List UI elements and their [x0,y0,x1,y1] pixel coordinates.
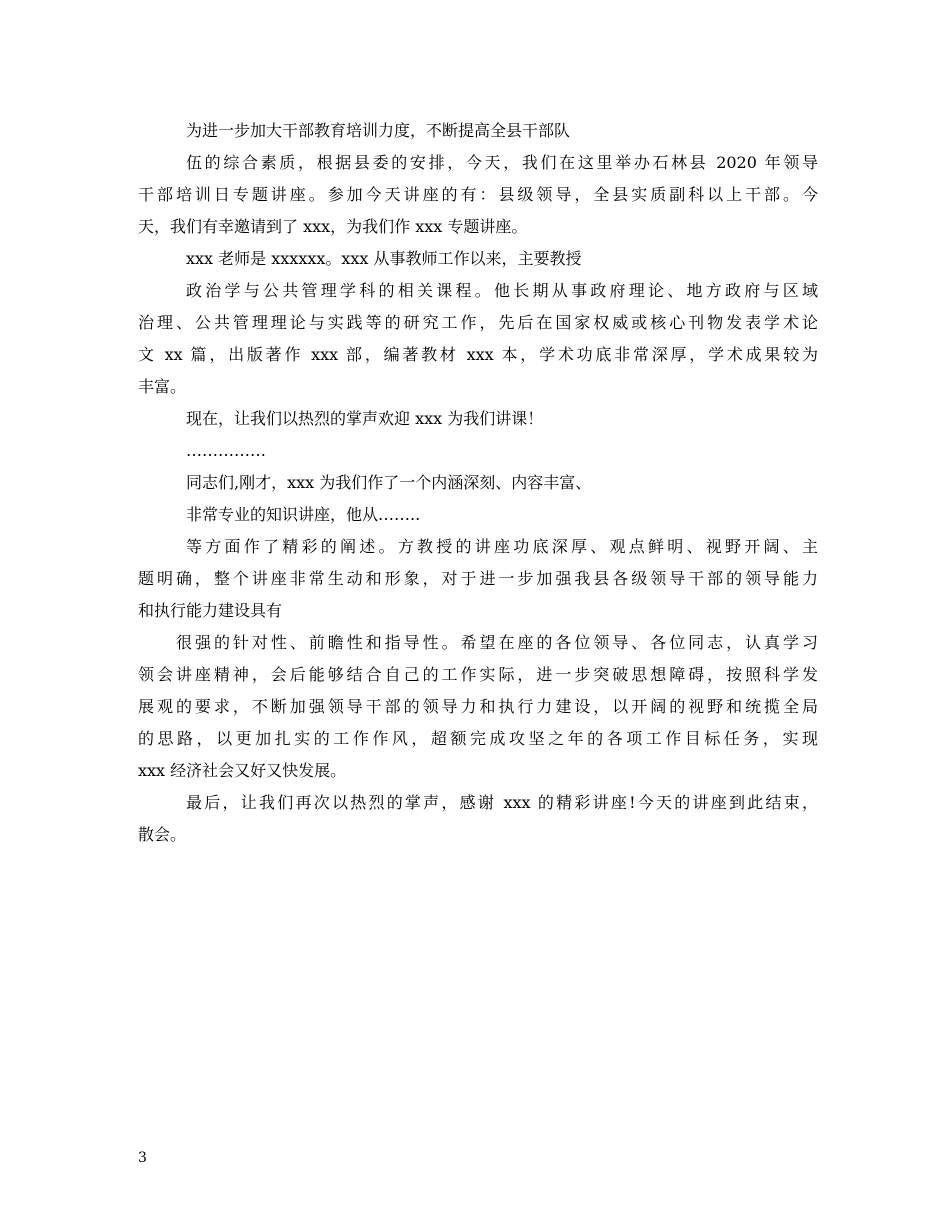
text-line: 展观的要求，不断加强领导干部的领导力和执行力建设，以开阔的视野和统揽全局 [138,697,818,716]
text-line: 伍的综合素质，根据县委的安排，今天，我们在这里举办石林县 2020 年领导 [186,153,818,172]
text-line: 很强的针对性、前瞻性和指导性。希望在座的各位领导、各位同志，认真学习 [176,633,818,652]
page-number: 3 [138,1150,147,1166]
text-line: 最后，让我们再次以热烈的掌声，感谢 xxx 的精彩讲座!今天的讲座到此结束， [186,793,818,812]
text-line: 和执行能力建设具有 [138,601,283,620]
text-line: 非常专业的知识讲座，他从…….. [186,505,421,524]
text-line: 题明确，整个讲座非常生动和形象，对于进一步加强我县各级领导干部的领导能力 [138,569,818,588]
text-line: 为进一步加大干部教育培训力度，不断提高全县干部队 [186,121,571,140]
text-line: 等方面作了精彩的阐述。方教授的讲座功底深厚、观点鲜明、视野开阔、主 [186,537,818,556]
text-line: 政治学与公共管理学科的相关课程。他长期从事政府理论、地方政府与区域 [186,281,818,300]
text-line: 领会讲座精神，会后能够结合自己的工作实际，进一步突破思想障碍，按照科学发 [138,665,818,684]
text-line: 的思路，以更加扎实的工作作风，超额完成攻坚之年的各项工作目标任务，实现 [138,729,818,748]
body-text [138,115,818,851]
text-line: 散会。 [138,825,187,844]
text-line: xxx 经济社会又好又快发展。 [138,761,347,780]
text-line: 同志们,刚才，xxx 为我们作了一个内涵深刻、内容丰富、 [186,473,592,492]
text-line: 天，我们有幸邀请到了 xxx，为我们作 xxx 专题讲座。 [138,217,528,236]
text-line: 丰富。 [138,377,187,396]
text-line: xxx 老师是 xxxxxx。xxx 从事教师工作以来，主要教授 [186,249,582,268]
text-line: 现在，让我们以热烈的掌声欢迎 xxx 为我们讲课！ [186,409,544,428]
text-line: 干部培训日专题讲座。参加今天讲座的有：县级领导，全县实质副科以上干部。今 [138,185,818,204]
text-line: 治理、公共管理理论与实践等的研究工作，先后在国家权威或核心刊物发表学术论 [138,313,818,332]
text-line: 文 xx 篇，出版著作 xxx 部，编著教材 xxx 本，学术功底非常深厚，学术成果较为 [138,345,818,364]
text-line: …………… [186,441,266,460]
